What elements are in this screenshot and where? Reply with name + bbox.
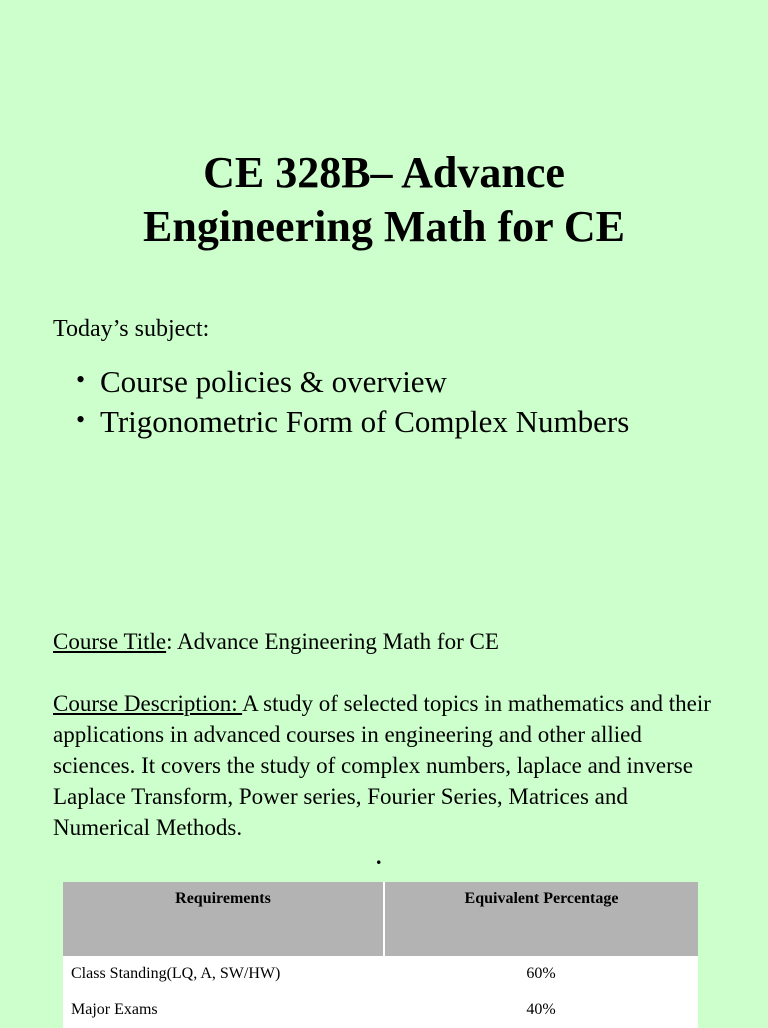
- bullet-icon: •: [76, 365, 86, 394]
- percentage-cell: 40%: [384, 992, 698, 1028]
- course-description: [53, 688, 713, 843]
- slide-title: [0, 146, 768, 254]
- bullet-text: Course policies & overview: [100, 364, 447, 399]
- table-header-row: [63, 882, 698, 956]
- table-row: [63, 956, 698, 992]
- course-title: [53, 627, 499, 657]
- header-requirements: Requirements: [63, 882, 384, 956]
- separator-dot: .: [376, 844, 382, 869]
- slide-title-line-1: CE 328B– Advance: [203, 148, 565, 197]
- course-title-value: : Advance Engineering Math for CE: [166, 629, 499, 654]
- requirement-cell: Major Exams: [63, 992, 384, 1028]
- bullet-icon: •: [76, 405, 86, 434]
- subject-label: Today’s subject:: [53, 316, 210, 342]
- table-row: [63, 992, 698, 1028]
- requirement-cell: Class Standing(LQ, A, SW/HW): [63, 956, 384, 992]
- subject-bullet-list: [76, 362, 629, 442]
- header-equivalent-percentage: Equivalent Percentage: [384, 882, 698, 956]
- slide-title-line-2: Engineering Math for CE: [143, 202, 625, 251]
- bullet-item: [76, 362, 629, 402]
- bullet-item: [76, 402, 629, 442]
- course-description-label: Course Description:: [53, 691, 243, 716]
- bullet-text: Trigonometric Form of Complex Numbers: [100, 404, 630, 439]
- percentage-cell: 60%: [384, 956, 698, 992]
- course-description-text: A study of selected topics in mathematics and their applications in advanced courses in engineering and other allied sciences. It covers the study of complex numbers, laplace and inverse Laplace Transform, Power series, Fourier Series, Matrices and Numerical Methods.: [53, 691, 711, 840]
- course-title-label: Course Title: [53, 629, 167, 654]
- grading-table: [63, 882, 698, 1028]
